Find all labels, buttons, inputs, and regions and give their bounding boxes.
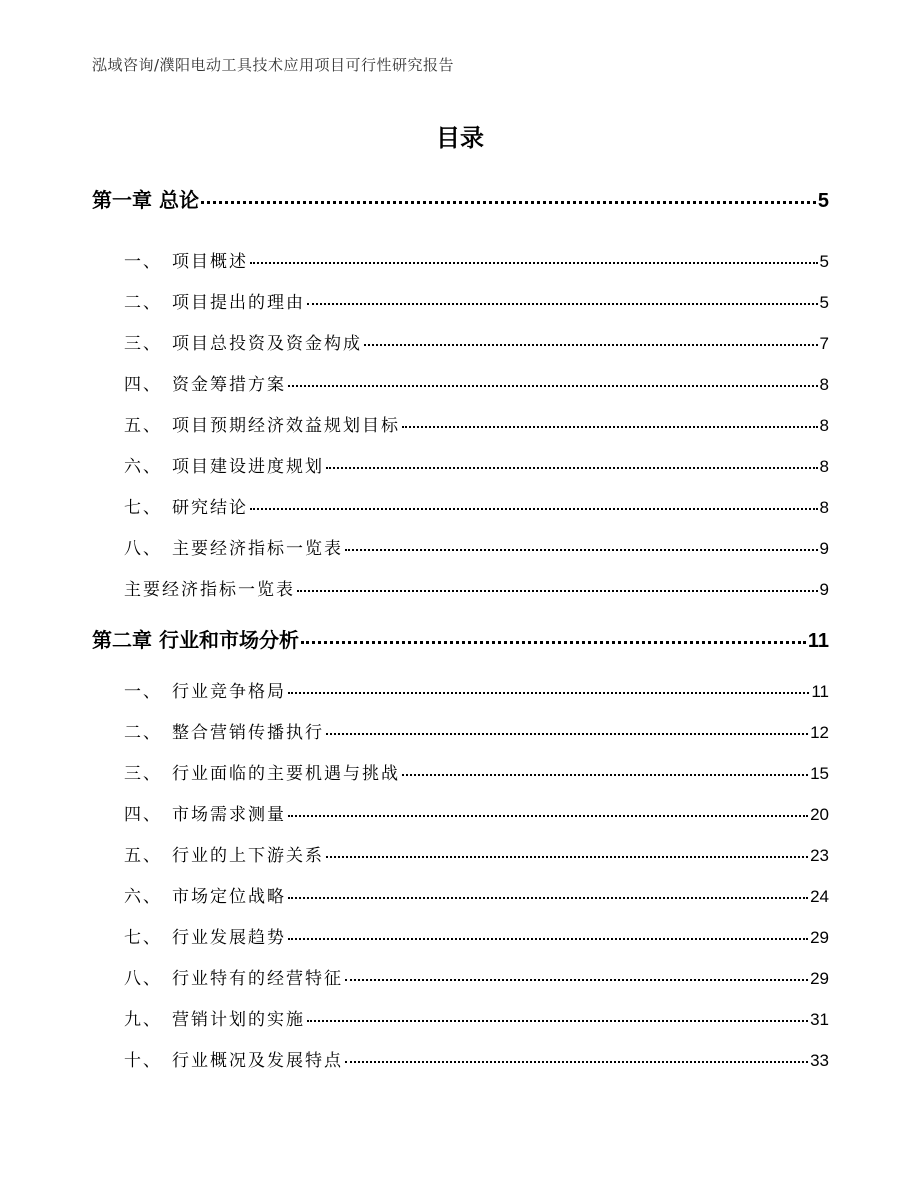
section-title: 行业发展趋势 xyxy=(172,928,286,948)
page-number: 11 xyxy=(811,682,829,701)
section-number: 十、 xyxy=(124,1051,162,1071)
toc-entry[interactable] xyxy=(124,411,829,436)
section-title: 营销计划的实施 xyxy=(172,1010,305,1030)
toc-entry[interactable] xyxy=(124,1046,829,1071)
toc-chapter-2[interactable] xyxy=(92,624,829,653)
toc-entry[interactable] xyxy=(124,247,829,272)
page-number: 24 xyxy=(810,887,829,906)
chapter-label: 第一章 总论 xyxy=(92,188,199,212)
table-title: 主要经济指标一览表 xyxy=(124,580,295,600)
section-title: 整合营销传播执行 xyxy=(172,723,324,743)
page-number: 29 xyxy=(810,969,829,988)
section-number: 三、 xyxy=(124,334,162,354)
toc-entry[interactable] xyxy=(124,493,829,518)
leader-dots xyxy=(402,426,818,428)
section-number: 二、 xyxy=(124,723,162,743)
section-number: 六、 xyxy=(124,887,162,907)
page-number: 12 xyxy=(810,723,829,742)
section-title: 项目提出的理由 xyxy=(172,293,305,313)
page-number: 9 xyxy=(819,580,829,599)
page-number: 11 xyxy=(807,630,829,652)
section-title: 主要经济指标一览表 xyxy=(172,539,343,559)
section-number: 四、 xyxy=(124,375,162,395)
toc-entry[interactable] xyxy=(124,718,829,743)
leader-dots xyxy=(364,344,818,346)
toc-entry[interactable] xyxy=(124,370,829,395)
page-number: 5 xyxy=(817,190,829,212)
toc-entry[interactable] xyxy=(124,288,829,313)
chapter-label: 第二章 行业和市场分析 xyxy=(92,628,299,652)
leader-dots xyxy=(288,897,808,899)
toc-title: 目录 xyxy=(436,124,484,152)
leader-dots xyxy=(307,303,818,305)
leader-dots xyxy=(345,549,818,551)
section-title: 行业的上下游关系 xyxy=(172,846,324,866)
section-title: 行业概况及发展特点 xyxy=(172,1051,343,1071)
section-title: 研究结论 xyxy=(172,498,248,518)
toc-entry[interactable] xyxy=(124,534,829,559)
section-title: 项目建设进度规划 xyxy=(172,457,324,477)
page-number: 5 xyxy=(819,252,829,271)
page-number: 15 xyxy=(810,764,829,783)
page-number: 31 xyxy=(810,1010,829,1029)
page-number: 8 xyxy=(819,375,829,394)
page-number: 8 xyxy=(819,457,829,476)
section-title: 资金筹措方案 xyxy=(172,375,286,395)
section-number: 三、 xyxy=(124,764,162,784)
toc-entry[interactable] xyxy=(124,1005,829,1030)
section-title: 项目概述 xyxy=(172,252,248,272)
leader-dots xyxy=(250,262,818,264)
section-number: 六、 xyxy=(124,457,162,477)
toc-entry[interactable] xyxy=(124,452,829,477)
leader-dots xyxy=(345,1061,808,1063)
toc-entry[interactable] xyxy=(124,759,829,784)
section-title: 行业竞争格局 xyxy=(172,682,286,702)
page-number: 33 xyxy=(810,1051,829,1070)
document-header: 泓域咨询/濮阳电动工具技术应用项目可行性研究报告 xyxy=(92,56,455,74)
section-number: 五、 xyxy=(124,416,162,436)
leader-dots xyxy=(288,385,818,387)
section-number: 一、 xyxy=(124,682,162,702)
section-title: 市场定位战略 xyxy=(172,887,286,907)
toc-entry[interactable] xyxy=(124,882,829,907)
leader-dots xyxy=(297,590,818,592)
section-title: 项目总投资及资金构成 xyxy=(172,334,362,354)
leader-dots xyxy=(326,467,818,469)
section-number: 八、 xyxy=(124,539,162,559)
leader-dots xyxy=(250,508,818,510)
page-number: 20 xyxy=(810,805,829,824)
section-number: 五、 xyxy=(124,846,162,866)
leader-dots xyxy=(301,641,806,644)
leader-dots xyxy=(402,774,808,776)
section-number: 七、 xyxy=(124,498,162,518)
leader-dots xyxy=(326,856,808,858)
section-title: 项目预期经济效益规划目标 xyxy=(172,416,400,436)
section-number: 二、 xyxy=(124,293,162,313)
toc-entry[interactable] xyxy=(124,841,829,866)
leader-dots xyxy=(288,692,809,694)
toc-entry[interactable] xyxy=(124,923,829,948)
section-number: 七、 xyxy=(124,928,162,948)
leader-dots xyxy=(288,938,808,940)
toc-entry[interactable] xyxy=(124,964,829,989)
toc-entry[interactable] xyxy=(124,800,829,825)
leader-dots xyxy=(307,1020,808,1022)
leader-dots xyxy=(345,979,808,981)
section-title: 行业面临的主要机遇与挑战 xyxy=(172,764,400,784)
section-title: 市场需求测量 xyxy=(172,805,286,825)
toc-entry-table[interactable] xyxy=(124,575,829,600)
page-number: 23 xyxy=(810,846,829,865)
section-number: 一、 xyxy=(124,252,162,272)
toc-chapter-1[interactable] xyxy=(92,184,829,213)
page-number: 5 xyxy=(819,293,829,312)
page-number: 8 xyxy=(819,416,829,435)
leader-dots xyxy=(201,201,816,204)
section-number: 九、 xyxy=(124,1010,162,1030)
page-number: 9 xyxy=(819,539,829,558)
section-number: 八、 xyxy=(124,969,162,989)
page-number: 8 xyxy=(819,498,829,517)
section-number: 四、 xyxy=(124,805,162,825)
leader-dots xyxy=(288,815,808,817)
leader-dots xyxy=(326,733,808,735)
section-title: 行业特有的经营特征 xyxy=(172,969,343,989)
toc-entry[interactable] xyxy=(124,329,829,354)
page-number: 7 xyxy=(819,334,829,353)
page-number: 29 xyxy=(810,928,829,947)
toc-entry[interactable] xyxy=(124,677,829,702)
